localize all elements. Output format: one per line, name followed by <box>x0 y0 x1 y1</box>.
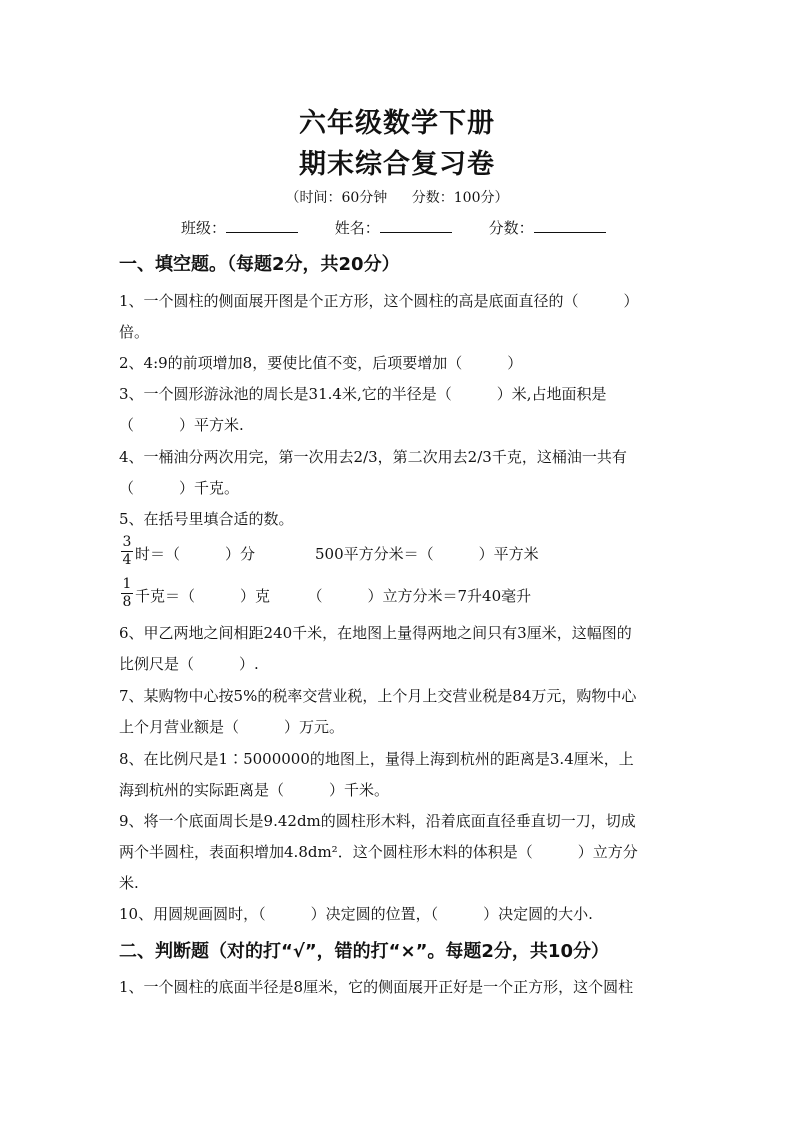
student-info-row <box>181 217 638 238</box>
question-line: 6、甲乙两地之间相距240千米，在地图上量得两地之间只有3厘米，这幅图的 <box>119 624 632 642</box>
title-line-1: 六年级数学下册 <box>299 108 495 139</box>
time-info: （时间：60分钟 <box>285 190 388 206</box>
class-blank[interactable] <box>226 218 298 233</box>
exam-info <box>0 187 794 207</box>
question-line: 2、4:9的前项增加8，要使比值不变，后项要增加（ ） <box>119 354 523 372</box>
section-2-heading: 二、判断题（对的打“√”，错的打“×”。每题2分，共10分） <box>119 941 609 962</box>
question-line: 5、在括号里填合适的数。 <box>119 510 294 528</box>
question-line: 4、一桶油分两次用完，第一次用去2/3，第二次用去2/3千克，这桶油一共有 <box>119 448 627 466</box>
question-line: 两个半圆柱，表面积增加4.8dm²．这个圆柱形木料的体积是（ ）立方分 <box>119 843 638 861</box>
question-line: （ ）千克。 <box>119 479 240 497</box>
score-label: 分数： <box>488 219 534 237</box>
name-blank[interactable] <box>380 218 452 233</box>
question-line: 米. <box>119 874 139 892</box>
question-line: 3、一个圆形游泳池的周长是31.4米,它的半径是（ ）米,占地面积是 <box>119 385 607 403</box>
question-line: 千克＝（ ）克 （ ）立方分米＝7升40毫升 <box>135 587 532 605</box>
question-line: 9、将一个底面周长是9.42dm的圆柱形木料，沿着底面直径垂直切一刀，切成 <box>119 812 636 830</box>
fraction-denominator: 8 <box>122 594 132 610</box>
fraction-numerator: 3 <box>122 534 132 550</box>
question-line: （ ）平方米. <box>119 416 244 434</box>
question-line: 时＝（ ）分 500平方分米＝（ ）平方米 <box>135 545 539 563</box>
fraction-3-4 <box>121 535 133 568</box>
title-line-2: 期末综合复习卷 <box>299 149 495 180</box>
fraction-numerator: 1 <box>122 576 132 592</box>
section-1-heading: 一、填空题。（每题2分，共20分） <box>119 254 400 275</box>
question-line: 1、一个圆柱的底面半径是8厘米，它的侧面展开正好是一个正方形，这个圆柱 <box>119 978 634 996</box>
question-line: 10、用圆规画圆时，（ ）决定圆的位置，（ ）决定圆的大小. <box>119 905 593 923</box>
fraction-denominator: 4 <box>122 552 132 568</box>
question-line: 海到杭州的实际距离是（ ）千米。 <box>119 781 390 799</box>
score-blank[interactable] <box>534 218 606 233</box>
total-score-info: 分数：100分） <box>411 190 509 206</box>
question-line: 7、某购物中心按5%的税率交营业税，上个月上交营业税是84万元，购物中心 <box>119 687 637 705</box>
class-label: 班级： <box>181 219 227 237</box>
question-line: 倍。 <box>119 323 150 341</box>
fraction-1-8 <box>121 577 133 610</box>
question-line: 8、在比例尺是1∶5000000的地图上，量得上海到杭州的距离是3.4厘米，上 <box>119 750 634 768</box>
question-line: 上个月营业额是（ ）万元。 <box>119 718 345 736</box>
question-line: 1、一个圆柱的侧面展开图是个正方形，这个圆柱的高是底面直径的（ ） <box>119 292 639 310</box>
question-line: 比例尺是（ ）. <box>119 655 259 673</box>
name-label: 姓名： <box>334 219 380 237</box>
